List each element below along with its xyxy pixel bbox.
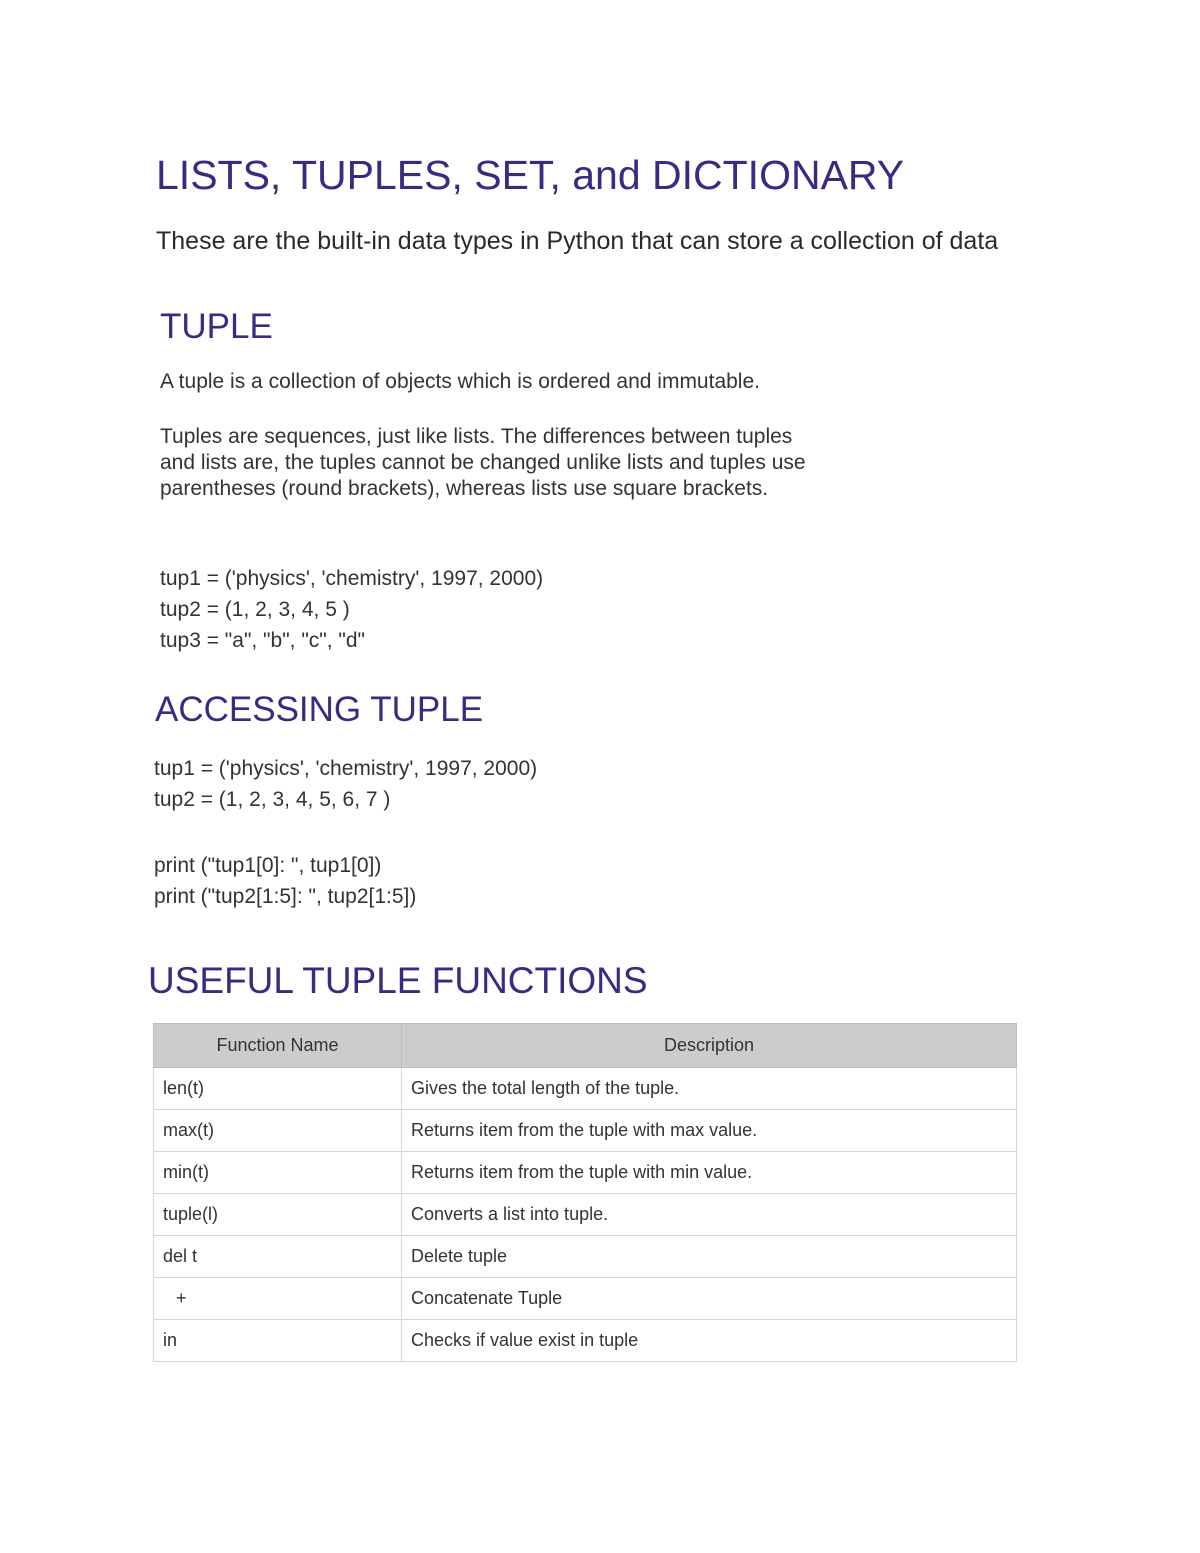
description-cell: Checks if value exist in tuple [402,1320,1017,1362]
paragraph-line: and lists are, the tuples cannot be changed unlike lists and tuples use [160,451,806,474]
description-cell: Concatenate Tuple [402,1278,1017,1320]
function-name-cell: len(t) [154,1068,402,1110]
function-name-cell: min(t) [154,1152,402,1194]
code-line: tup1 = ('physics', 'chemistry', 1997, 2000) [154,757,538,780]
accessing-code-definitions [154,753,537,815]
function-name-cell: in [154,1320,402,1362]
code-line: tup3 = "a", "b", "c", "d" [160,629,365,652]
description-cell: Gives the total length of the tuple. [402,1068,1017,1110]
table-row [154,1068,1017,1110]
tuple-code-example [160,563,543,656]
page-title: LISTS, TUPLES, SET, and DICTIONARY [156,152,905,198]
tuple-heading: TUPLE [160,307,273,346]
function-name-cell: tuple(l) [154,1194,402,1236]
table-row [154,1110,1017,1152]
table-header-row [154,1024,1017,1068]
table-row [154,1278,1017,1320]
column-header-description: Description [402,1024,1017,1068]
description-cell: Returns item from the tuple with min value. [402,1152,1017,1194]
accessing-heading: ACCESSING TUPLE [155,690,484,729]
paragraph-line: Tuples are sequences, just like lists. The differences between tuples [160,425,793,448]
code-line: print ("tup2[1:5]: ", tup2[1:5]) [154,885,417,908]
column-header-function: Function Name [154,1024,402,1068]
functions-heading: USEFUL TUPLE FUNCTIONS [148,960,648,1001]
function-name-cell: max(t) [154,1110,402,1152]
code-line: print ("tup1[0]: ", tup1[0]) [154,854,382,877]
paragraph-line: parentheses (round brackets), whereas lists use square brackets. [160,477,769,500]
function-name-cell: + [154,1278,402,1320]
table-row [154,1152,1017,1194]
function-name-cell: del t [154,1236,402,1278]
accessing-code-prints [154,850,416,912]
table-row [154,1236,1017,1278]
table-row [154,1194,1017,1236]
table-row [154,1320,1017,1362]
code-line: tup1 = ('physics', 'chemistry', 1997, 2000) [160,567,544,590]
intro-text: These are the built-in data types in Python that can store a collection of data [156,227,999,255]
description-cell: Converts a list into tuple. [402,1194,1017,1236]
code-line: tup2 = (1, 2, 3, 4, 5, 6, 7 ) [154,788,391,811]
description-cell: Returns item from the tuple with max value. [402,1110,1017,1152]
code-line: tup2 = (1, 2, 3, 4, 5 ) [160,598,350,621]
tuple-definition: A tuple is a collection of objects which is ordered and immutable. [160,370,760,393]
description-cell: Delete tuple [402,1236,1017,1278]
functions-table [153,1023,1017,1362]
tuple-paragraph [160,424,920,502]
